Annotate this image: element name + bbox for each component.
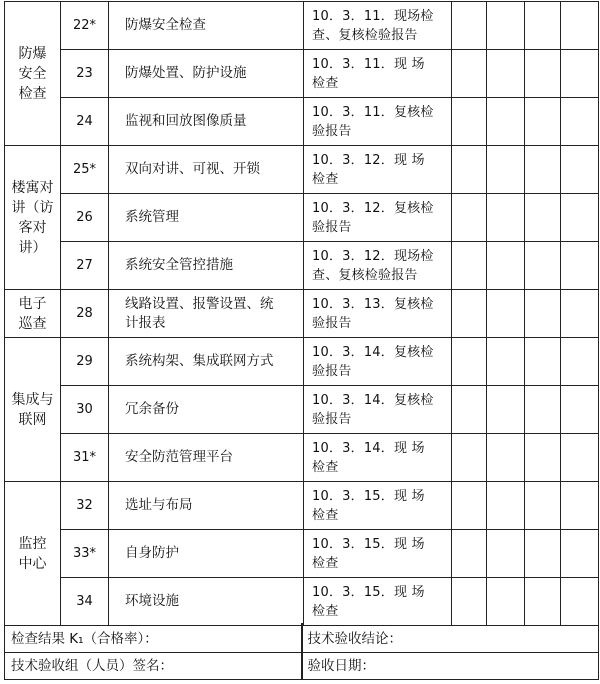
blank-cell	[525, 386, 561, 434]
item-name: 安全防范管理平台	[109, 434, 304, 482]
blank-cell	[561, 194, 599, 242]
blank-cell	[452, 482, 487, 530]
table-row	[5, 338, 599, 386]
clause-cell: 10．3．14．复核检 验报告	[304, 338, 452, 386]
blank-cell	[561, 386, 599, 434]
blank-cell	[525, 338, 561, 386]
table-row	[5, 434, 599, 482]
blank-cell	[561, 146, 599, 194]
table-row	[5, 290, 599, 338]
blank-cell	[561, 338, 599, 386]
blank-cell	[487, 530, 525, 578]
blank-cell	[487, 434, 525, 482]
item-number: 28	[61, 290, 109, 338]
table-row	[5, 242, 599, 290]
item-number: 25*	[61, 146, 109, 194]
footer-divider	[301, 623, 303, 680]
blank-cell	[561, 482, 599, 530]
item-number: 22*	[61, 2, 109, 50]
inspection-result-label: 检查结果 K₁（合格率）：	[5, 626, 452, 653]
item-name: 冗余备份	[109, 386, 304, 434]
clause-cell: 10．3．15．现 场 检查	[304, 578, 452, 626]
blank-cell	[487, 338, 525, 386]
table-row	[5, 194, 599, 242]
item-number: 30	[61, 386, 109, 434]
blank-cell	[487, 2, 525, 50]
blank-cell	[452, 50, 487, 98]
category-cell: 监控 中心	[5, 482, 61, 626]
blank-cell	[525, 50, 561, 98]
table-row	[5, 2, 599, 50]
blank-cell	[452, 578, 487, 626]
category-cell: 电子 巡查	[5, 290, 61, 338]
blank-cell	[452, 530, 487, 578]
clause-cell: 10．3．12．现 场 检查	[304, 146, 452, 194]
item-number: 27	[61, 242, 109, 290]
blank-cell	[525, 578, 561, 626]
blank-cell	[452, 98, 487, 146]
blank-cell	[452, 338, 487, 386]
blank-cell	[487, 386, 525, 434]
blank-cell	[452, 194, 487, 242]
item-number: 26	[61, 194, 109, 242]
acceptance-date-label: 验收日期：	[302, 653, 449, 680]
table-row	[5, 50, 599, 98]
table-row	[5, 578, 599, 626]
table-row	[5, 146, 599, 194]
category-cell: 集成与 联网	[5, 338, 61, 482]
item-number: 32	[61, 482, 109, 530]
clause-cell: 10．3．12．复核检 验报告	[304, 194, 452, 242]
clause-cell: 10．3．14．现 场 检查	[304, 434, 452, 482]
blank-cell	[525, 194, 561, 242]
table-row	[5, 386, 599, 434]
item-name: 线路设置、报警设置、统 计报表	[109, 290, 304, 338]
acceptance-conclusion-label: 技术验收结论：	[302, 626, 449, 653]
blank-cell	[525, 242, 561, 290]
item-number: 29	[61, 338, 109, 386]
blank-cell	[525, 146, 561, 194]
clause-cell: 10．3．11．复核检 验报告	[304, 98, 452, 146]
blank-cell	[487, 50, 525, 98]
blank-cell	[525, 530, 561, 578]
item-name: 自身防护	[109, 530, 304, 578]
item-number: 34	[61, 578, 109, 626]
blank-cell	[525, 482, 561, 530]
blank-cell	[487, 194, 525, 242]
signature-label: 技术验收组（人员）签名：	[5, 653, 452, 680]
item-name: 防爆安全检查	[109, 2, 304, 50]
category-cell: 楼寓对 讲（访 客对 讲）	[5, 146, 61, 290]
table-row	[5, 530, 599, 578]
item-number: 23	[61, 50, 109, 98]
blank-cell	[561, 290, 599, 338]
blank-cell	[487, 242, 525, 290]
blank-cell	[452, 434, 487, 482]
blank-cell	[561, 434, 599, 482]
blank-cell	[561, 98, 599, 146]
item-name: 选址与布局	[109, 482, 304, 530]
clause-cell: 10．3．14．复核检 验报告	[304, 386, 452, 434]
blank-cell	[487, 146, 525, 194]
blank-cell	[452, 2, 487, 50]
blank-cell	[561, 242, 599, 290]
blank-cell	[561, 578, 599, 626]
blank-cell	[561, 50, 599, 98]
item-number: 24	[61, 98, 109, 146]
blank-cell	[525, 290, 561, 338]
clause-cell: 10．3．11．现场检 查、复核检验报告	[304, 2, 452, 50]
blank-cell	[452, 242, 487, 290]
clause-cell: 10．3．13．复核检 验报告	[304, 290, 452, 338]
item-name: 双向对讲、可视、开锁	[109, 146, 304, 194]
blank-cell	[452, 386, 487, 434]
clause-cell: 10．3．15．现 场 检查	[304, 482, 452, 530]
item-name: 系统安全管控措施	[109, 242, 304, 290]
clause-cell: 10．3．15．现 场 检查	[304, 530, 452, 578]
blank-cell	[487, 290, 525, 338]
item-name: 系统构架、集成联网方式	[109, 338, 304, 386]
clause-cell: 10．3．12．现场检 查、复核检验报告	[304, 242, 452, 290]
item-number: 33*	[61, 530, 109, 578]
blank-cell	[487, 482, 525, 530]
item-name: 系统管理	[109, 194, 304, 242]
blank-cell	[487, 98, 525, 146]
table-row	[5, 482, 599, 530]
acceptance-table	[4, 1, 599, 680]
blank-cell	[525, 98, 561, 146]
blank-cell	[487, 578, 525, 626]
item-name: 防爆处置、防护设施	[109, 50, 304, 98]
item-name: 监视和回放图像质量	[109, 98, 304, 146]
blank-cell	[452, 290, 487, 338]
clause-cell: 10．3．11．现 场 检查	[304, 50, 452, 98]
blank-cell	[525, 2, 561, 50]
item-name: 环境设施	[109, 578, 304, 626]
item-number: 31*	[61, 434, 109, 482]
blank-cell	[561, 2, 599, 50]
blank-cell	[561, 530, 599, 578]
blank-cell	[525, 434, 561, 482]
table-row	[5, 98, 599, 146]
blank-cell	[452, 146, 487, 194]
category-cell: 防爆 安全 检查	[5, 2, 61, 146]
